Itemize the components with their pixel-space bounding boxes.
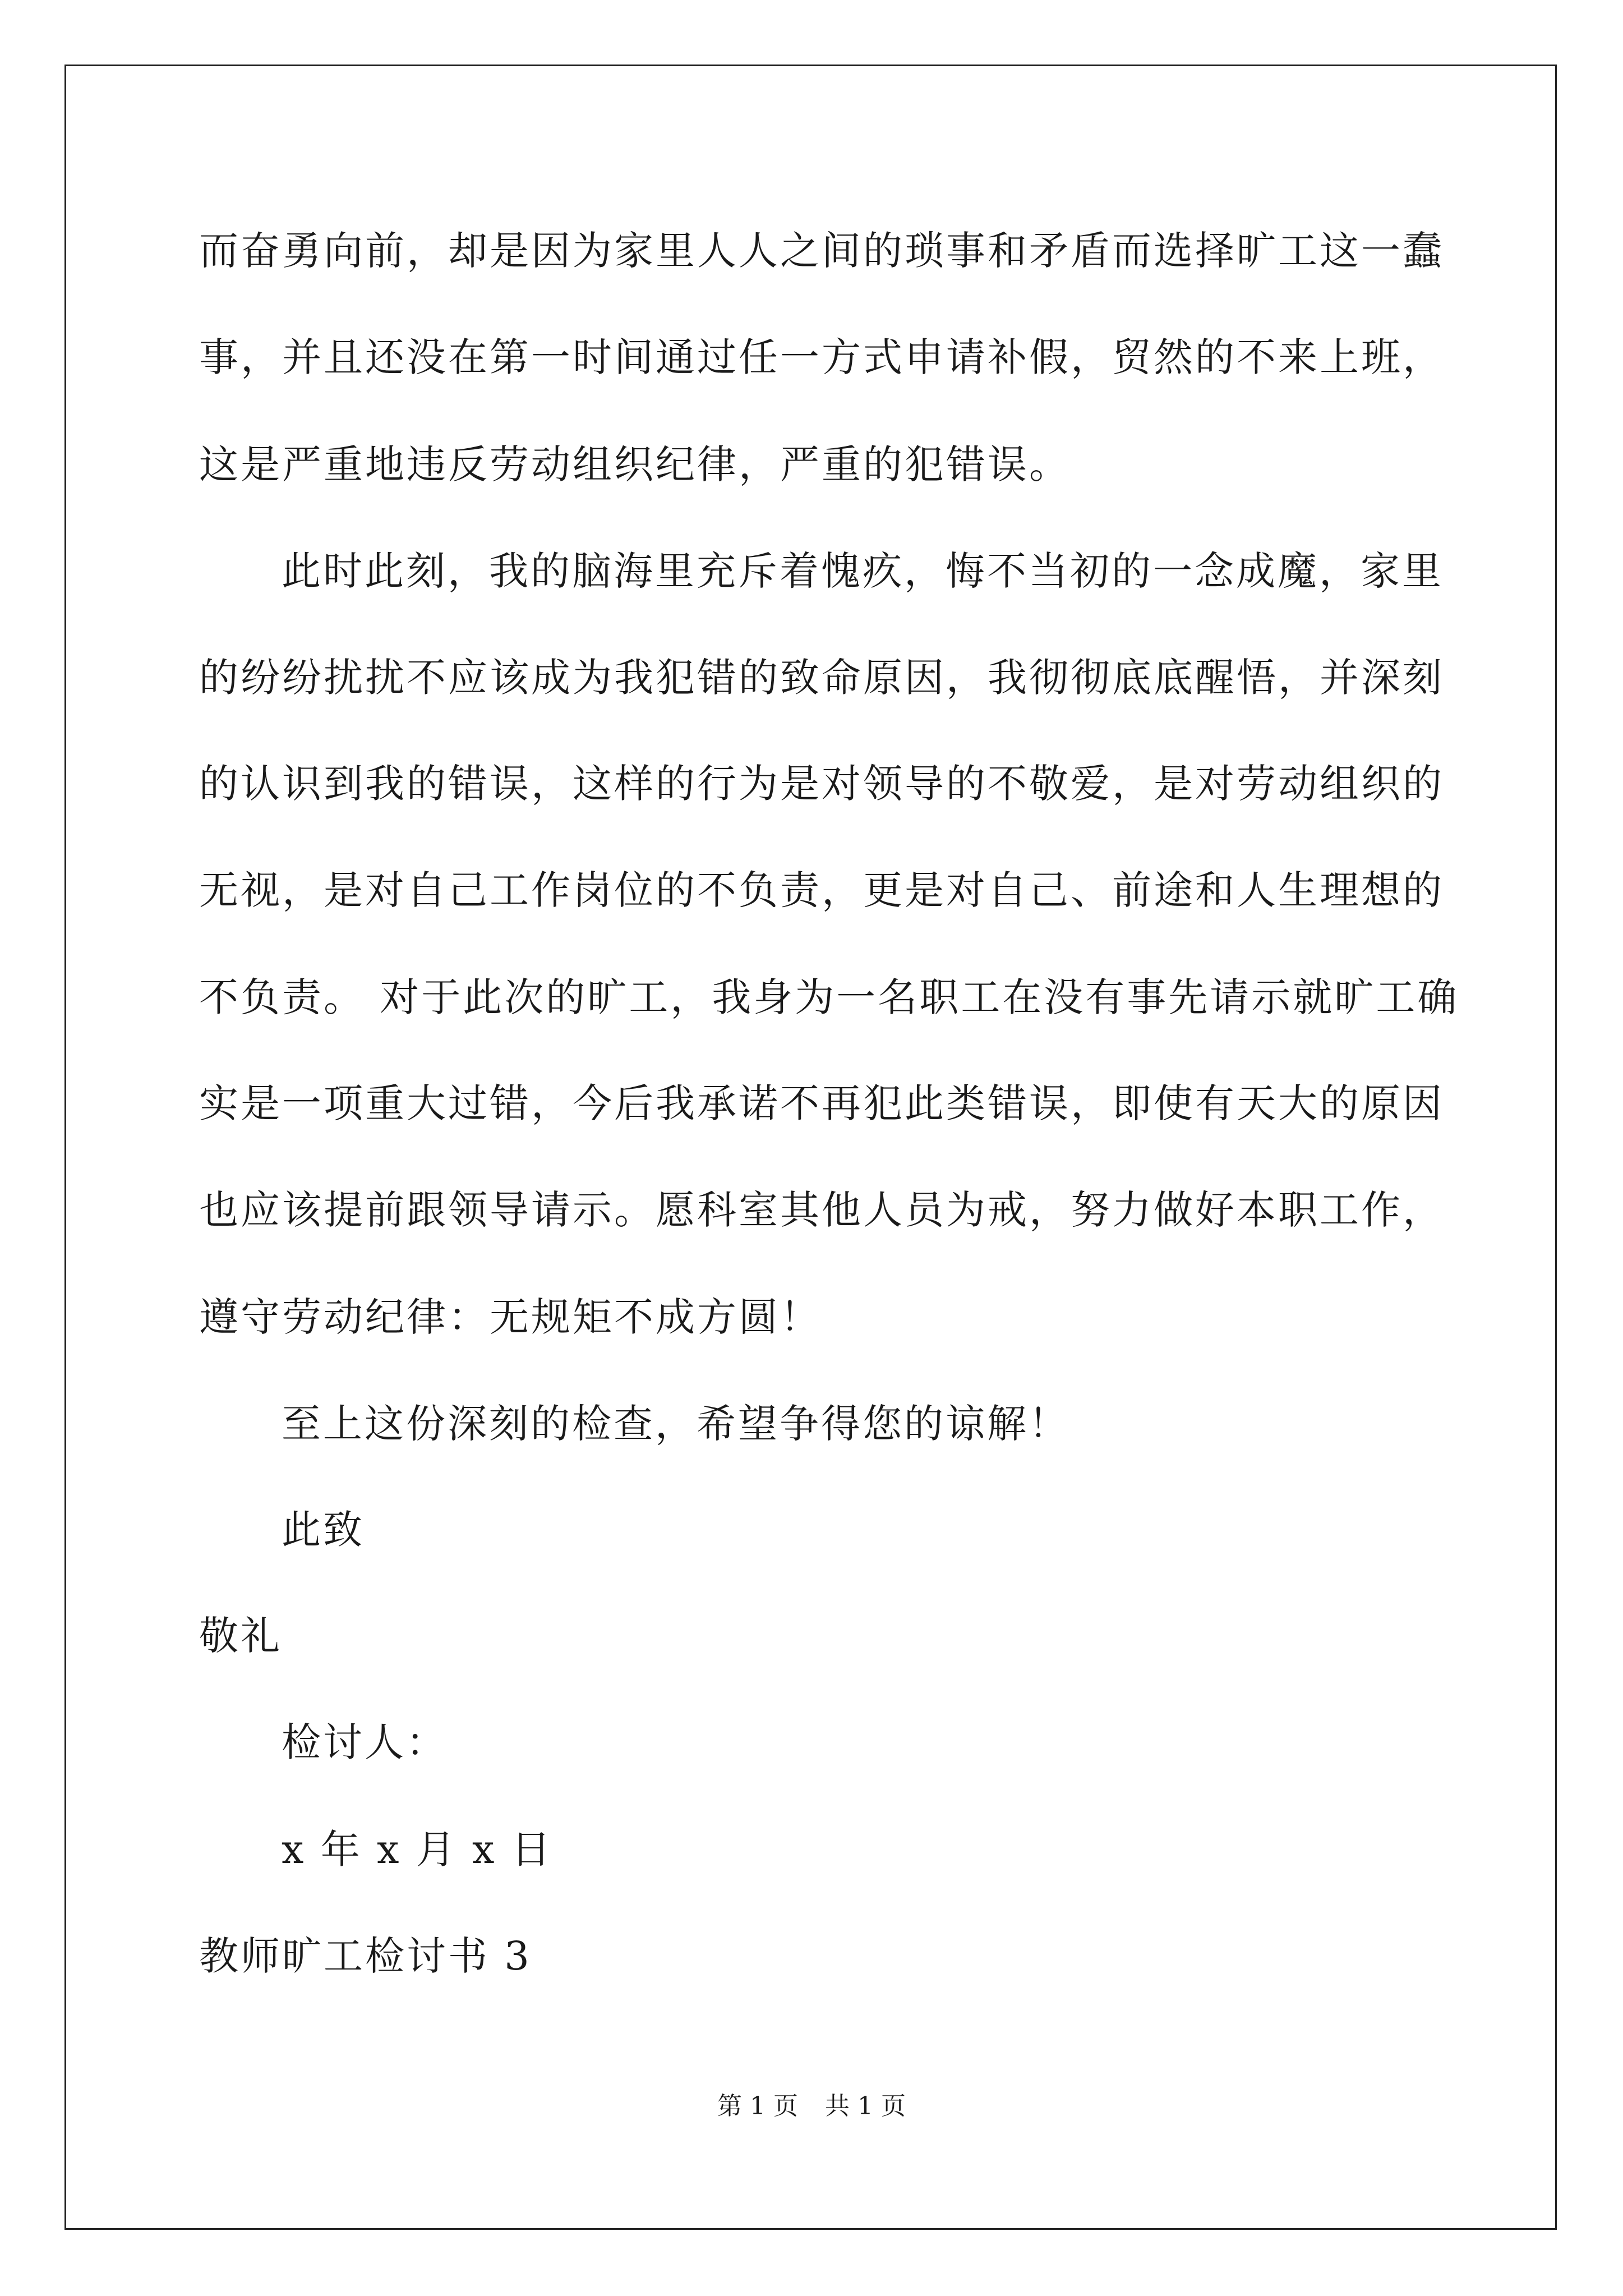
body-line-9: 实是一项重大过错，今后我承诺不再犯此类错误，即使有天大的原因: [199, 1080, 1444, 1126]
closing-request: 至上这份深刻的检查，希望争得您的谅解！: [282, 1401, 1070, 1447]
page-footer: [0, 2086, 1623, 2122]
page-number: 第 1 页: [717, 2092, 798, 2120]
salutation-jingli: 敬礼: [199, 1613, 282, 1659]
body-line-5: 的纷纷扰扰不应该成为我犯错的致命原因，我彻彻底底醒悟，并深刻: [199, 655, 1444, 701]
body-line-4: 此时此刻，我的脑海里充斥着愧疚，悔不当初的一念成魔，家里: [282, 548, 1444, 594]
body-line-8: 不负责。 对于此次的旷工，我身为一名职工在没有事先请示就旷工确: [199, 974, 1459, 1020]
page-border: [64, 65, 1557, 2230]
body-line-7: 无视，是对自己工作岗位的不负责，更是对自己、前途和人生理想的: [199, 867, 1444, 913]
body-line-6: 的认识到我的错误，这样的行为是对领导的不敬爱，是对劳动组织的: [199, 761, 1444, 807]
page-total: 共 1 页: [825, 2092, 906, 2120]
body-line-3: 这是严重地违反劳动组织纪律，严重的犯错误。: [199, 441, 1071, 487]
body-line-11: 遵守劳动纪律：无规矩不成方圆！: [199, 1294, 822, 1340]
signature-date: x 年 x 月 x 日: [282, 1826, 553, 1872]
body-line-10: 也应该提前跟领导请示。愿科室其他人员为戒，努力做好本职工作，: [199, 1187, 1444, 1233]
body-line-1: 而奋勇向前，却是因为家里人人之间的琐事和矛盾而选择旷工这一蠢: [199, 228, 1444, 274]
signature-label: 检讨人：: [282, 1719, 448, 1765]
body-line-2: 事，并且还没在第一时间通过任一方式申请补假，贸然的不来上班，: [199, 334, 1444, 380]
salutation-cizhi: 此致: [282, 1507, 365, 1553]
section-title: 教师旷工检讨书 3: [199, 1933, 532, 1979]
